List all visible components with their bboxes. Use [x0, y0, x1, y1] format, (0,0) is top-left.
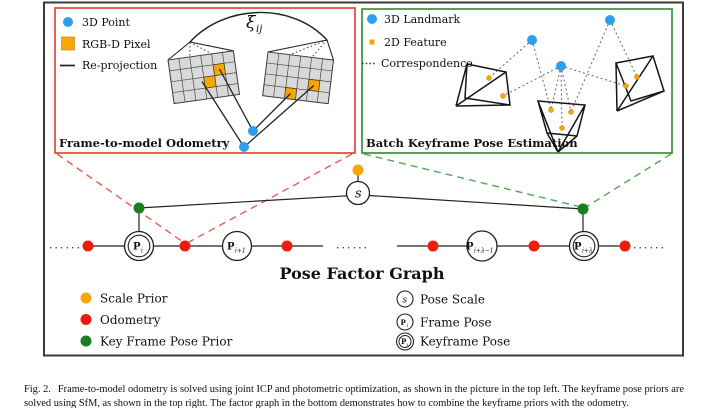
3d-point — [239, 142, 249, 152]
3d-landmark — [556, 61, 566, 71]
xi-label: ξ — [246, 13, 256, 33]
legend-label: 3D Landmark — [384, 13, 461, 26]
pose-node-label: P — [466, 241, 474, 253]
keyframe-pose-icon-label: P — [401, 337, 407, 347]
orange-square-icon — [62, 37, 75, 50]
caption-label: Fig. 2. — [24, 384, 51, 396]
small-orange-square-icon — [370, 40, 375, 45]
factor-graph-title: Pose Factor Graph — [279, 264, 445, 283]
blue-dot-icon — [63, 17, 73, 27]
xi-sub-label: ij — [256, 24, 263, 35]
caption-text: Frame-to-model odometry is solved using joint ICP and photometric optimization, as shown in the picture in the top left. The keyframe pose priors are solved using SfM, as shown in the top right. The factor graph in the bottom demonstrates how to combine the keyframe priors with the odometry. — [24, 384, 684, 408]
keyframe-prior-factor — [134, 203, 145, 214]
legend-label: Key Frame Pose Prior — [100, 334, 233, 349]
odometry-factor — [83, 241, 94, 252]
legend-label: Frame Pose — [420, 315, 492, 330]
pose-node-label: P — [574, 241, 582, 253]
right-panel-border — [362, 9, 672, 153]
legend-label: 2D Feature — [384, 36, 447, 49]
odometry-factor — [282, 241, 293, 252]
legend-label: 3D Point — [82, 16, 130, 29]
legend-label: Keyframe Pose — [420, 334, 511, 349]
figure-caption — [24, 383, 684, 408]
2d-feature — [569, 110, 574, 115]
3d-point — [248, 126, 258, 136]
odometry-factor — [620, 241, 631, 252]
frame-pose-icon-sub: i — [406, 323, 409, 329]
scale-prior-factor — [353, 165, 364, 176]
chain-ellipsis: ...... — [633, 238, 666, 252]
2d-feature — [635, 75, 640, 80]
pose-node-sub: i+λ−1 — [474, 247, 494, 255]
3d-landmark — [605, 15, 615, 25]
left-panel-title: Frame-to-model Odometry — [59, 136, 230, 150]
orange-dot-icon — [81, 293, 92, 304]
pose-node-label: P — [227, 241, 235, 253]
legend-label: RGB-D Pixel — [82, 38, 151, 51]
2d-feature — [560, 126, 565, 131]
2d-feature — [549, 108, 554, 113]
2d-feature — [487, 76, 492, 81]
keyframe-pose-icon-sub: i — [406, 342, 409, 349]
scale-node-icon-label: s — [402, 295, 408, 306]
legend-label: Scale Prior — [100, 291, 168, 306]
odometry-factor — [529, 241, 540, 252]
pose-node-sub: i+1 — [235, 247, 246, 255]
pose-node-sub: i+λ — [582, 247, 593, 255]
2d-feature — [501, 94, 506, 99]
pose-node-sub: i — [141, 247, 143, 255]
right-panel-title: Batch Keyframe Pose Estimation — [366, 136, 578, 150]
legend-label: Pose Scale — [420, 292, 485, 307]
legend-label: Correspondence — [381, 57, 473, 70]
rgbd-grid-left — [168, 51, 239, 104]
chain-ellipsis: ...... — [336, 238, 369, 252]
odometry-factor — [180, 241, 191, 252]
scale-node-label: s — [355, 186, 362, 202]
keyframe-prior-factor — [578, 204, 589, 215]
green-dot-icon — [81, 336, 92, 347]
2d-feature — [624, 84, 629, 89]
right-panel — [362, 9, 672, 153]
red-dot-icon — [81, 314, 92, 325]
legend-label: Re-projection — [82, 59, 158, 72]
pose-node-label: P — [133, 241, 141, 253]
odometry-factor — [428, 241, 439, 252]
legend-label: Odometry — [100, 313, 161, 327]
chain-ellipsis: ...... — [49, 238, 82, 252]
3d-landmark — [527, 35, 537, 45]
blue-dot-icon — [367, 14, 377, 24]
frame-pose-icon-label: P — [400, 317, 406, 327]
rgbd-grid-right — [263, 52, 334, 104]
left-panel — [55, 8, 355, 153]
